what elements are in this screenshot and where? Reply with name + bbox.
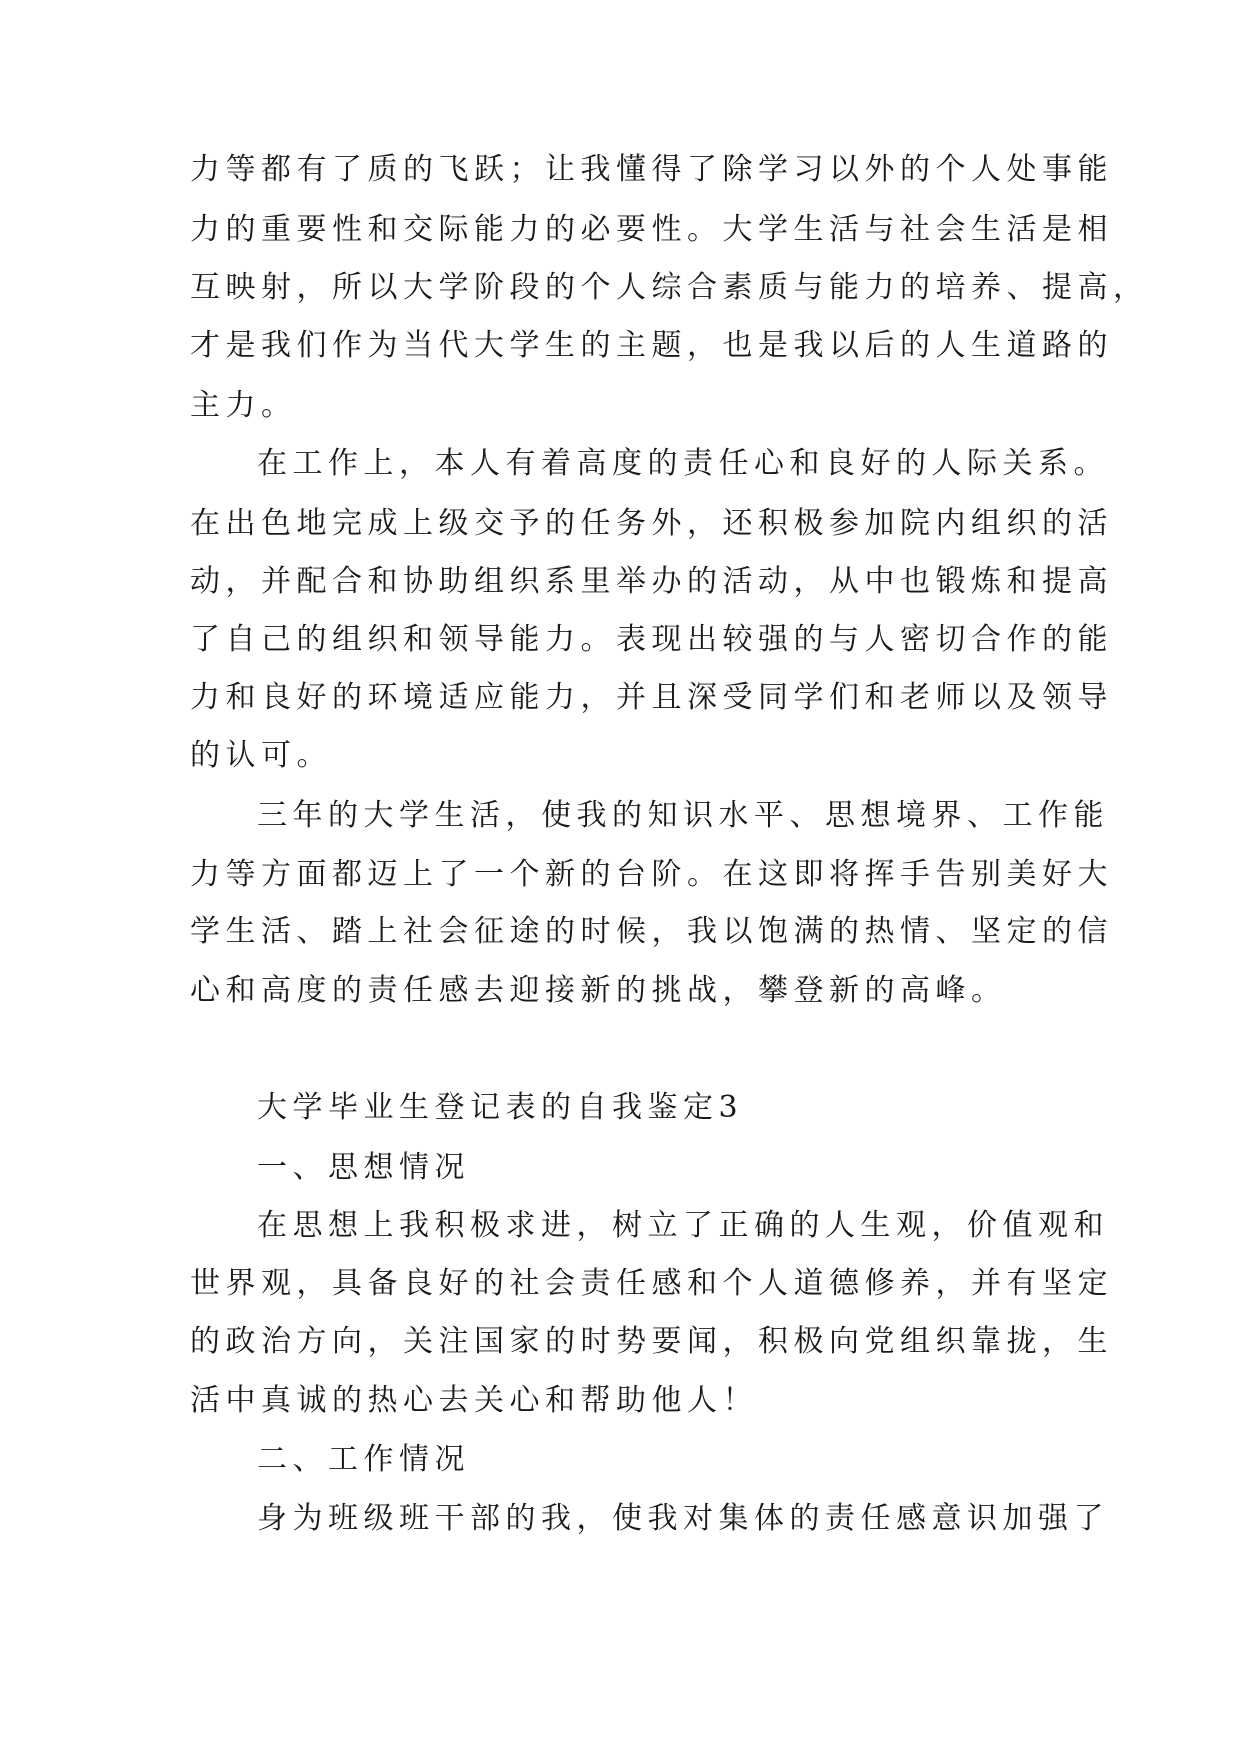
text-line: 才是我们作为当代大学生的主题，也是我以后的人生道路的 — [190, 328, 1113, 363]
text-line: 学生活、踏上社会征途的时候，我以饱满的热情、坚定的信 — [190, 914, 1113, 949]
paragraph-first-line: 在工作上，本人有着高度的责任心和良好的人际关系。 — [257, 446, 1109, 481]
text-line: 力和良好的环境适应能力，并且深受同学们和老师以及领导 — [190, 680, 1113, 715]
section-heading: 一、思想情况 — [257, 1150, 470, 1185]
text-line: 心和高度的责任感去迎接新的挑战，攀登新的高峰。 — [190, 973, 1007, 1008]
section-title: 大学毕业生登记表的自我鉴定3 — [257, 1090, 744, 1125]
text-line: 活中真诚的热心去关心和帮助他人！ — [190, 1383, 758, 1418]
text-line: 互映射，所以大学阶段的个人综合素质与能力的培养、提高， — [190, 270, 1149, 305]
text-line: 了自己的组织和领导能力。表现出较强的与人密切合作的能 — [190, 622, 1113, 657]
text-line: 主力。 — [190, 388, 297, 423]
text-line: 力等都有了质的飞跃；让我懂得了除学习以外的个人处事能 — [190, 152, 1113, 187]
text-line: 动，并配合和协助组织系里举办的活动，从中也锻炼和提高 — [190, 564, 1113, 599]
text-line: 的认可。 — [190, 738, 332, 773]
text-line: 在出色地完成上级交予的任务外，还积极参加院内组织的活 — [190, 506, 1113, 541]
paragraph-first-line: 身为班级班干部的我，使我对集体的责任感意识加强了 — [257, 1501, 1109, 1536]
text-line: 力等方面都迈上了一个新的台阶。在这即将挥手告别美好大 — [190, 857, 1113, 892]
paragraph-first-line: 在思想上我积极求进，树立了正确的人生观，价值观和 — [257, 1208, 1109, 1243]
paragraph-first-line: 三年的大学生活，使我的知识水平、思想境界、工作能 — [257, 798, 1109, 833]
section-heading: 二、工作情况 — [257, 1442, 470, 1477]
text-line: 的政治方向，关注国家的时势要闻，积极向党组织靠拢，生 — [190, 1324, 1113, 1359]
text-line: 力的重要性和交际能力的必要性。大学生活与社会生活是相 — [190, 212, 1113, 247]
text-line: 世界观，具备良好的社会责任感和个人道德修养，并有坚定 — [190, 1266, 1113, 1301]
